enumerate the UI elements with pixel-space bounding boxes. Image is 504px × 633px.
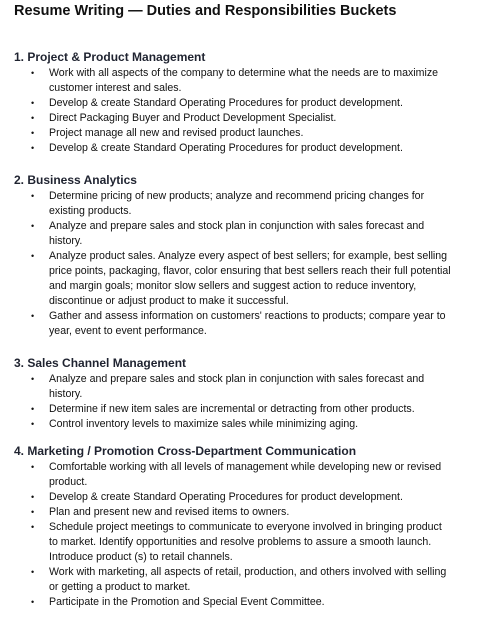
bullet-icon: • [31,419,35,429]
list-item [14,417,451,432]
section-project-product-management [14,50,494,156]
bullet-icon: • [31,68,35,78]
list-item [14,565,451,595]
list-item [14,219,451,249]
bullet-icon: • [31,98,35,108]
bullet-icon: • [31,191,35,201]
list-item-text: Project manage all new and revised product launches. [49,127,304,139]
section-sales-channel-management [14,356,494,432]
list-item [14,372,451,402]
list-item [14,96,451,111]
bullet-list [14,66,494,156]
list-item-text: Schedule project meetings to communicate to everyone involved in bringing product to market. Identify opportunities and resolve problems to assure a smooth launch. Introduce product (s) to retail channels. [49,521,442,563]
bullet-list [14,372,494,432]
bullet-icon: • [31,567,35,577]
bullet-icon: • [31,251,35,261]
section-heading: 3. Sales Channel Management [14,356,187,370]
bullet-icon: • [31,374,35,384]
bullet-icon: • [31,507,35,517]
list-item [14,141,451,156]
bullet-icon: • [31,522,35,532]
list-item-text: Direct Packaging Buyer and Product Development Specialist. [49,112,337,124]
list-item-text: Determine pricing of new products; analyze and recommend pricing changes for existing products. [49,190,425,217]
bullet-icon: • [31,492,35,502]
list-item [14,460,451,490]
section-marketing-promotion-communication [14,444,494,610]
list-item-text: Develop & create Standard Operating Procedures for product development. [49,97,403,109]
list-item [14,490,451,505]
bullet-icon: • [31,143,35,153]
bullet-icon: • [31,128,35,138]
section-heading: 4. Marketing / Promotion Cross-Department Communication [14,444,357,458]
list-item [14,520,451,565]
list-item-text: Determine if new item sales are incremental or detracting from other products. [49,403,415,415]
bullet-icon: • [31,221,35,231]
list-item [14,66,451,96]
list-item-text: Develop & create Standard Operating Procedures for product development. [49,142,403,154]
bullet-icon: • [31,597,35,607]
list-item-text: Plan and present new and revised items to owners. [49,506,290,518]
list-item [14,126,451,141]
list-item [14,402,451,417]
section-heading: 2. Business Analytics [14,173,137,187]
bullet-icon: • [31,462,35,472]
list-item [14,249,451,309]
list-item-text: Analyze product sales. Analyze every aspect of best sellers; for example, best selling price points, packaging, flavor, color ensuring that best sellers reach their full potential and margin goals; monitor slow sellers and suggest action to reduce inventory, discontinue or adjust product to make it successful. [49,250,451,307]
list-item-text: Analyze and prepare sales and stock plan in conjunction with sales forecast and history. [49,220,425,247]
list-item-text: Gather and assess information on customers' reactions to products; compare year to year, event to event performance. [49,310,446,337]
list-item-text: Participate in the Promotion and Special Event Committee. [49,596,325,608]
bullet-list [14,189,494,339]
document-title: Resume Writing — Duties and Responsibilities Buckets [14,3,397,19]
list-item [14,111,451,126]
list-item-text: Work with all aspects of the company to determine what the needs are to maximize customer interest and sales. [49,67,439,94]
list-item [14,595,451,610]
bullet-icon: • [31,311,35,321]
list-item-text: Analyze and prepare sales and stock plan in conjunction with sales forecast and history. [49,373,425,400]
list-item [14,505,451,520]
list-item-text: Comfortable working with all levels of management while developing new or revised product. [49,461,442,488]
bullet-icon: • [31,113,35,123]
bullet-list [14,460,494,610]
list-item-text: Develop & create Standard Operating Procedures for product development. [49,491,403,503]
bullet-icon: • [31,404,35,414]
section-heading: 1. Project & Product Management [14,50,206,64]
list-item-text: Control inventory levels to maximize sales while minimizing aging. [49,418,359,430]
list-item-text: Work with marketing, all aspects of retail, production, and others involved with selling or getting a product to market. [49,566,447,593]
list-item [14,309,451,339]
list-item [14,189,451,219]
section-business-analytics [14,173,494,339]
